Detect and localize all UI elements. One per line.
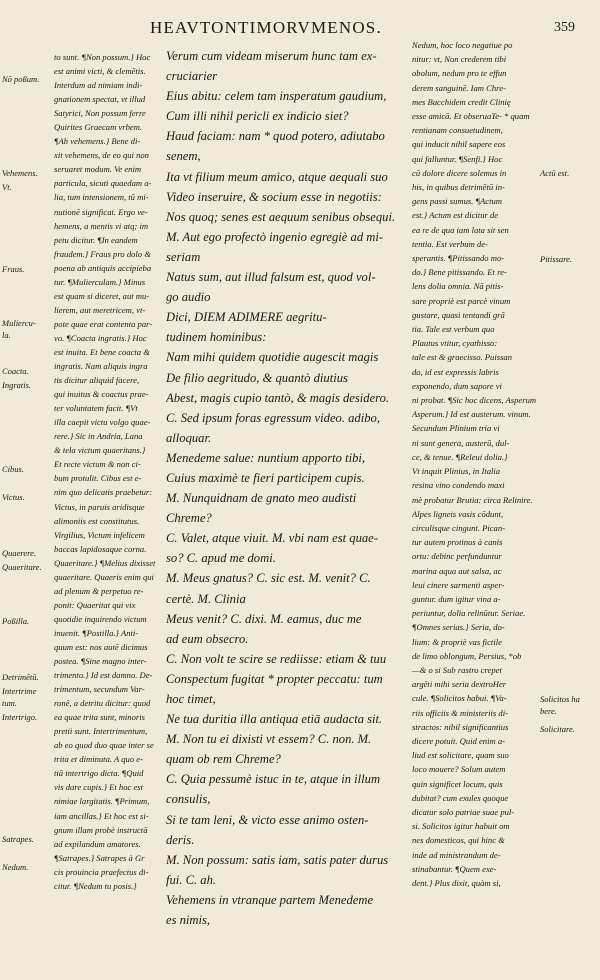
verse-line: so? C. apud me domi. bbox=[166, 551, 276, 566]
margin-note: Victus. bbox=[2, 492, 25, 502]
verse-line: quam ob rem Chreme? bbox=[166, 752, 281, 767]
commentary-line: si. Solicitos igitur habuit om bbox=[412, 821, 510, 832]
commentary-line: alimoniis est constitutus. bbox=[54, 515, 140, 526]
commentary-line: gnationem spectat, vt illud bbox=[54, 94, 146, 105]
verse-line: deris. bbox=[166, 832, 195, 847]
commentary-line: particula, sicuti quaedam a- bbox=[54, 178, 152, 189]
commentary-line: rentianam consuetudinem, bbox=[412, 125, 503, 136]
verse-line: M. Meus gnatus? C. sic est. M. venit? C. bbox=[166, 571, 371, 586]
commentary-line: nutionē significat. Ergo ve- bbox=[54, 206, 148, 217]
commentary-line: cule. ¶Solicitos habui. ¶Va- bbox=[412, 693, 507, 704]
verse-line: hoc timet, bbox=[166, 692, 216, 706]
commentary-line: qui falluntur. ¶Senfi.} Hoc bbox=[412, 153, 503, 164]
commentary-line: resina vino condendo maxi bbox=[412, 480, 505, 491]
commentary-line: mè probatur Brutia: circa Relinire. bbox=[412, 494, 533, 505]
commentary-line: nitur: vt, Non crederem tibi bbox=[412, 54, 507, 65]
commentary-line: liud est solicitare, quam suo bbox=[412, 750, 509, 761]
commentary-line: periuntur, dolia relinūtur. Seriae. bbox=[412, 608, 526, 619]
verse-line: fui. C. ah. bbox=[166, 872, 217, 887]
commentary-line: qui inducit nihil sapere eos bbox=[412, 139, 506, 150]
commentary-line: quotidie inquirendo victum bbox=[54, 613, 147, 624]
commentary-line: argēti mihi seria dextroHer bbox=[412, 679, 507, 690]
commentary-line: do, id est expressis labris bbox=[412, 366, 499, 377]
commentary-line: quin significet locum, quis bbox=[412, 778, 503, 789]
commentary-line: inuenit. ¶Postilla.} Anti- bbox=[54, 627, 139, 638]
commentary-line: ni sunt genera, austerū, dul- bbox=[412, 437, 510, 448]
commentary-line: obolum, nedum pro te effun bbox=[412, 68, 507, 79]
running-title: HEAVTONTIMORVMENOS. bbox=[150, 18, 382, 37]
margin-note: Muliercu- bbox=[2, 318, 36, 328]
commentary-line: hemens, a mentis vi atq; im bbox=[54, 220, 149, 231]
commentary-line: Victus, in paruis aridisque bbox=[54, 501, 145, 512]
verse-line: Chreme? bbox=[166, 511, 212, 526]
commentary-line: ¶Satrapes.} Satrapes à Gr bbox=[54, 852, 145, 863]
commentary-line: vis dare cupis.} Et hoc est bbox=[54, 782, 144, 793]
verse-line: Ne tua duritia illa antiqua etiā audacta sit. bbox=[166, 712, 383, 727]
verse-line: Abest, magis cupio tantò, & magis desidero. bbox=[166, 390, 390, 405]
margin-note: la. bbox=[2, 330, 11, 340]
commentary-line: riis officiis & ministeriis di- bbox=[412, 707, 508, 718]
commentary-line: seruaret modum. Ve enim bbox=[54, 164, 142, 175]
commentary-line: sperantis. ¶Pitissando mo- bbox=[412, 253, 505, 264]
commentary-line: ¶Ah vehemens.} Bene di- bbox=[54, 136, 141, 147]
margin-note: Nō poßum. bbox=[2, 74, 40, 84]
margin-note: Vt. bbox=[2, 182, 12, 192]
verse-line: Nam mihi quidem quotidie augescit magis bbox=[166, 350, 379, 365]
commentary-line: loco mouere? Solum autem bbox=[412, 764, 506, 775]
commentary-line: Virgilius, Victum infelicem bbox=[54, 529, 145, 540]
page-header bbox=[0, 18, 600, 40]
verse-line: Cum illi nihil pericli ex indicio siet? bbox=[166, 109, 349, 124]
commentary-line: circulisque cingunt. Pican- bbox=[412, 522, 505, 533]
verse-line: De filio aegritudo, & quantò diutius bbox=[166, 370, 348, 385]
commentary-line: ad expilandum amatores. bbox=[54, 838, 141, 849]
commentary-line: Satyrici, Non possum ferre bbox=[54, 108, 146, 119]
verse-line: C. Sed ipsum foras egressum video. adibo, bbox=[166, 410, 380, 425]
commentary-line: cū dolore dicere solemus in bbox=[412, 167, 507, 178]
commentary-line: mes Bacchidem credit Clinię bbox=[412, 96, 511, 107]
verse-line: consulis, bbox=[166, 792, 211, 807]
commentary-line: Nedum, hoc loco negatiue po bbox=[412, 40, 513, 50]
verse-line: M. Nunquidnam de gnato meo audisti bbox=[166, 491, 357, 506]
commentary-line: tur. ¶Mulierculam.} Minus bbox=[54, 276, 146, 287]
verse-line: Ita vt filium meum amico, atque aequali suo bbox=[166, 169, 388, 184]
commentary-line: ¶Omnes serias.} Seria, do- bbox=[412, 622, 505, 633]
verse-line: M. Non possum: satis iam, satis pater durus bbox=[166, 852, 389, 867]
commentary-line: ronē, a detritu dicitur: quod bbox=[54, 698, 151, 709]
commentary-line: ponit: Quaeritat qui vix bbox=[54, 599, 136, 610]
commentary-line: nim quo delicatis praebetur: bbox=[54, 487, 153, 498]
commentary-line: guntur. dum igitur vina a- bbox=[412, 593, 501, 604]
commentary-line: bum protulit. Cibus est e- bbox=[54, 473, 142, 484]
commentary-line: Interdum ad nimiam indi- bbox=[54, 80, 143, 91]
verse-line: Menedeme salue: nuntium apporto tibi, bbox=[166, 450, 366, 465]
commentary-line: lierem, aut meretricem, vt- bbox=[54, 304, 146, 315]
verse-line: ad eum obsecro. bbox=[166, 631, 249, 646]
commentary-line: tia. Tale est verbum quo bbox=[412, 324, 495, 335]
commentary-line: petu dicitur. ¶In eandem bbox=[54, 234, 138, 245]
commentary-line: tur autem protinus à canis bbox=[412, 537, 503, 548]
commentary-line: est.} Actum est dicitur de bbox=[412, 210, 499, 221]
commentary-line: vo. ¶Coacta ingratis.} Hoc bbox=[54, 332, 147, 343]
verse-line: Meus venit? C. dixi. M. eamus, duc me bbox=[166, 611, 362, 626]
commentary-line: cis prouincia praefectus di- bbox=[54, 866, 149, 877]
commentary-line: lia, tum intensionem, tū mi- bbox=[54, 192, 149, 203]
verse-line: Conspectum fugitat * propter peccatu: tum bbox=[166, 671, 383, 686]
commentary-line: Vt inquit Plinius, in Italia bbox=[412, 466, 501, 477]
commentary-line: dent.} Plus dixit, quàm si, bbox=[412, 877, 501, 888]
margin-note: tum. bbox=[2, 698, 17, 708]
verse-line: M. Aut ego profectò ingenio egregiè ad mi- bbox=[166, 229, 384, 244]
commentary-line: tale est & graecisso. Puissan bbox=[412, 352, 513, 363]
margin-note: Quaerere. bbox=[2, 548, 37, 558]
verse-line: certè. M. Clinia bbox=[166, 591, 246, 606]
margin-note: Intertrigo. bbox=[2, 712, 38, 722]
verse-line: alloquar. bbox=[166, 430, 212, 445]
margin-note: Pitissare. bbox=[540, 254, 573, 264]
commentary-line: dicere potuit. Quid enim a- bbox=[412, 735, 505, 746]
verse-line: Dici, DIEM ADIMERE aegritu- bbox=[166, 310, 327, 325]
commentary-line: fraudem.} Fraus pro dolo & bbox=[54, 248, 151, 259]
commentary-line: ea re de qua iam lata sit sen bbox=[412, 224, 509, 235]
verse-line: seriam bbox=[166, 249, 201, 264]
commentary-line: quaeritare. Quaeris enim qui bbox=[54, 571, 154, 582]
margin-note: Cibus. bbox=[2, 464, 24, 474]
commentary-line: pretii sunt. Intertrimentum, bbox=[54, 726, 148, 737]
commentary-line: Quaeritare.} ¶Melius dixisset bbox=[54, 557, 156, 568]
commentary-line: ea quae trita sunt, minoris bbox=[54, 712, 145, 723]
verse-line: Si te tam leni, & victo esse animo osten- bbox=[166, 812, 369, 827]
verse-line: go audio bbox=[166, 290, 211, 305]
commentary-line: poena ab antiquis accipieba bbox=[54, 262, 152, 273]
page-number: 359 bbox=[554, 20, 575, 35]
commentary-line: Plautus vtitur, cyathisso: bbox=[412, 338, 498, 349]
commentary-line: trimento.} Id est damno. De- bbox=[54, 670, 153, 681]
commentary-line: gens passi sumus. ¶Actum bbox=[412, 196, 502, 207]
commentary-line: Quirites Graecam vrbem. bbox=[54, 122, 143, 133]
commentary-line: lium: & propriè vas fictile bbox=[412, 636, 502, 647]
commentary-line: est quam si diceret, aut mu- bbox=[54, 290, 150, 301]
commentary-line: postea. ¶Sine magno inter- bbox=[54, 656, 147, 667]
commentary-line: his, in quibus detrimētū in- bbox=[412, 182, 505, 193]
commentary-line: est animi victi, & clemētis. bbox=[54, 66, 146, 77]
commentary-line: dicatur solo patriae suae pul- bbox=[412, 806, 515, 817]
commentary-line: marina aqua aut salsa, ac bbox=[412, 565, 502, 576]
verse-line: C. Non volt te scire se rediisse: etiam & tuu bbox=[166, 651, 387, 666]
verse-line: Vehemens in vtranque partem Menedeme bbox=[166, 892, 374, 907]
commentary-line: esse amicā. Et obseruaTe- * quam bbox=[412, 111, 530, 122]
commentary-line: xit vehemens, de eo qui non bbox=[54, 150, 149, 161]
commentary-line: derem sanguinē. Iam Chre- bbox=[412, 82, 506, 93]
commentary-line: trita et diminuta. A quo e- bbox=[54, 754, 143, 765]
margin-note: bere. bbox=[540, 706, 557, 716]
margin-note: Detrimētū. bbox=[2, 672, 39, 682]
commentary-line: pote quae erat contenta par- bbox=[54, 318, 153, 329]
commentary-line: citur. ¶Nedum tu posis.} bbox=[54, 880, 137, 891]
margin-note: Poßilla. bbox=[2, 616, 30, 626]
margin-note: Intertrime bbox=[2, 686, 37, 696]
commentary-line: rere.} Sic in Andria, Lana bbox=[54, 431, 143, 442]
commentary-line: quum est: nos autē dicimus bbox=[54, 641, 148, 652]
commentary-line: baccas lapidosaque corna. bbox=[54, 543, 147, 554]
commentary-line: ad plenum & perpetuo re- bbox=[54, 585, 144, 596]
commentary-line: do.} Bene pitissando. Et re- bbox=[412, 267, 507, 278]
commentary-line: nes domesticos, qui hinc & bbox=[412, 835, 505, 846]
commentary-line: Secundum Plinium tria vi bbox=[412, 423, 500, 434]
commentary-line: tentia. Est verbum de- bbox=[412, 238, 488, 249]
right-commentary-column bbox=[412, 38, 538, 890]
margin-note: Vehemens. bbox=[2, 168, 38, 178]
commentary-line: exponendo, dum sapore vi bbox=[412, 380, 502, 391]
commentary-line: inde ad ministrandum de- bbox=[412, 849, 501, 860]
commentary-line: dubitat? cum exules quoque bbox=[412, 792, 509, 803]
commentary-line: gnum illam probè instructā bbox=[54, 824, 148, 835]
verse-line: Natus sum, aut illud falsum est, quod vol- bbox=[166, 270, 376, 285]
commentary-line: trimentum, secundum Var- bbox=[54, 684, 145, 695]
commentary-line: Alpes ligneis vasis cōdunt, bbox=[412, 508, 504, 519]
verse-line: C. Quia pessumè istuc in te, atque in illum bbox=[166, 772, 381, 787]
commentary-line: iam ancillas.} Et hoc est si- bbox=[54, 810, 149, 821]
commentary-line: stractos: nibil significantius bbox=[412, 721, 509, 732]
verse-line: Nos quoq; senes est aequum senibus obsequi. bbox=[166, 209, 396, 224]
commentary-line: ingratis. Nam aliquis ingra bbox=[54, 361, 148, 372]
margin-note: Fraus. bbox=[2, 264, 25, 274]
commentary-line: ni probat. ¶Sic hoc dicens, Asperum bbox=[412, 395, 537, 406]
commentary-line: nimiae largitatis. ¶Primum, bbox=[54, 796, 150, 807]
commentary-line: tiā intertrigo dicta. ¶Quid bbox=[54, 768, 144, 779]
margin-note: Coacta. bbox=[2, 366, 29, 376]
commentary-line: tis dicitur aliquid facere, bbox=[54, 375, 140, 386]
commentary-line: —& o si Sub rastro crepet bbox=[412, 664, 502, 675]
verse-line: tudinem hominibus: bbox=[166, 330, 267, 345]
verse-line: Cuius maximè te fieri participem cupis. bbox=[166, 470, 365, 485]
margin-note: Solicitos ha bbox=[540, 694, 580, 704]
margin-note: Solicitare. bbox=[540, 724, 575, 734]
commentary-line: ter voluntatem facit. ¶Vt bbox=[54, 403, 138, 414]
commentary-line: ortu: debinc perfunduntur bbox=[412, 551, 502, 562]
commentary-line: Asperum.} Id est austerum. vinum. bbox=[412, 409, 531, 420]
margin-note: Satrapes. bbox=[2, 834, 34, 844]
verse-line: Haud faciam: nam * quod potero, adiutabo bbox=[166, 129, 385, 144]
commentary-line: lens dolia omnia. Nā pitis- bbox=[412, 281, 504, 292]
commentary-line: ce, & tenue. ¶Releui dolia.} bbox=[412, 451, 508, 462]
margin-note: Nedum. bbox=[2, 862, 29, 872]
commentary-line: to sunt. ¶Non possum.} Hoc bbox=[54, 52, 151, 62]
verse-line: senem, bbox=[166, 149, 201, 164]
commentary-line: & tela victum quaeritans.} bbox=[54, 445, 146, 456]
commentary-line: illa caepit victu volgo quae- bbox=[54, 417, 151, 428]
verse-line: Eius abitu: celem tam insperatum gaudium, bbox=[166, 89, 387, 104]
verse-line: C. Valet, atque viuit. M. vbi nam est quae- bbox=[166, 531, 378, 546]
verse-line: Verum cum videam miserum hunc tam ex- bbox=[166, 49, 377, 63]
verse-line: M. Non tu ei dixisti vt essem? C. non. M. bbox=[166, 732, 372, 747]
commentary-line: de limo oblongum, Persius, *ob bbox=[412, 650, 522, 661]
margin-note: Actū est. bbox=[540, 168, 570, 178]
verse-line: es nimis, bbox=[166, 913, 211, 928]
commentary-line: leui cinere sarmenti asper- bbox=[412, 579, 505, 590]
margin-note: Ingratis. bbox=[2, 380, 32, 390]
commentary-line: qui inuitus & coactus prae- bbox=[54, 389, 149, 400]
commentary-line: Et recte victum & non ci- bbox=[54, 459, 141, 470]
commentary-line: gustare, quasi tentandi grā bbox=[412, 309, 505, 320]
play-verse-text bbox=[166, 46, 408, 930]
commentary-line: sare propriè est parcè vinum bbox=[412, 295, 511, 306]
verse-line: Video inseruire, & socium esse in negotiis: bbox=[166, 189, 382, 204]
commentary-line: stinabantur. ¶Quem exe- bbox=[412, 863, 497, 874]
margin-note: Quaeritare. bbox=[2, 562, 42, 572]
commentary-line: est inuita. Et bene coacta & bbox=[54, 346, 150, 357]
verse-line: cruciarier bbox=[166, 69, 218, 84]
left-commentary-column bbox=[54, 50, 160, 893]
commentary-line: ab eo quod duo quae inter se bbox=[54, 740, 154, 751]
